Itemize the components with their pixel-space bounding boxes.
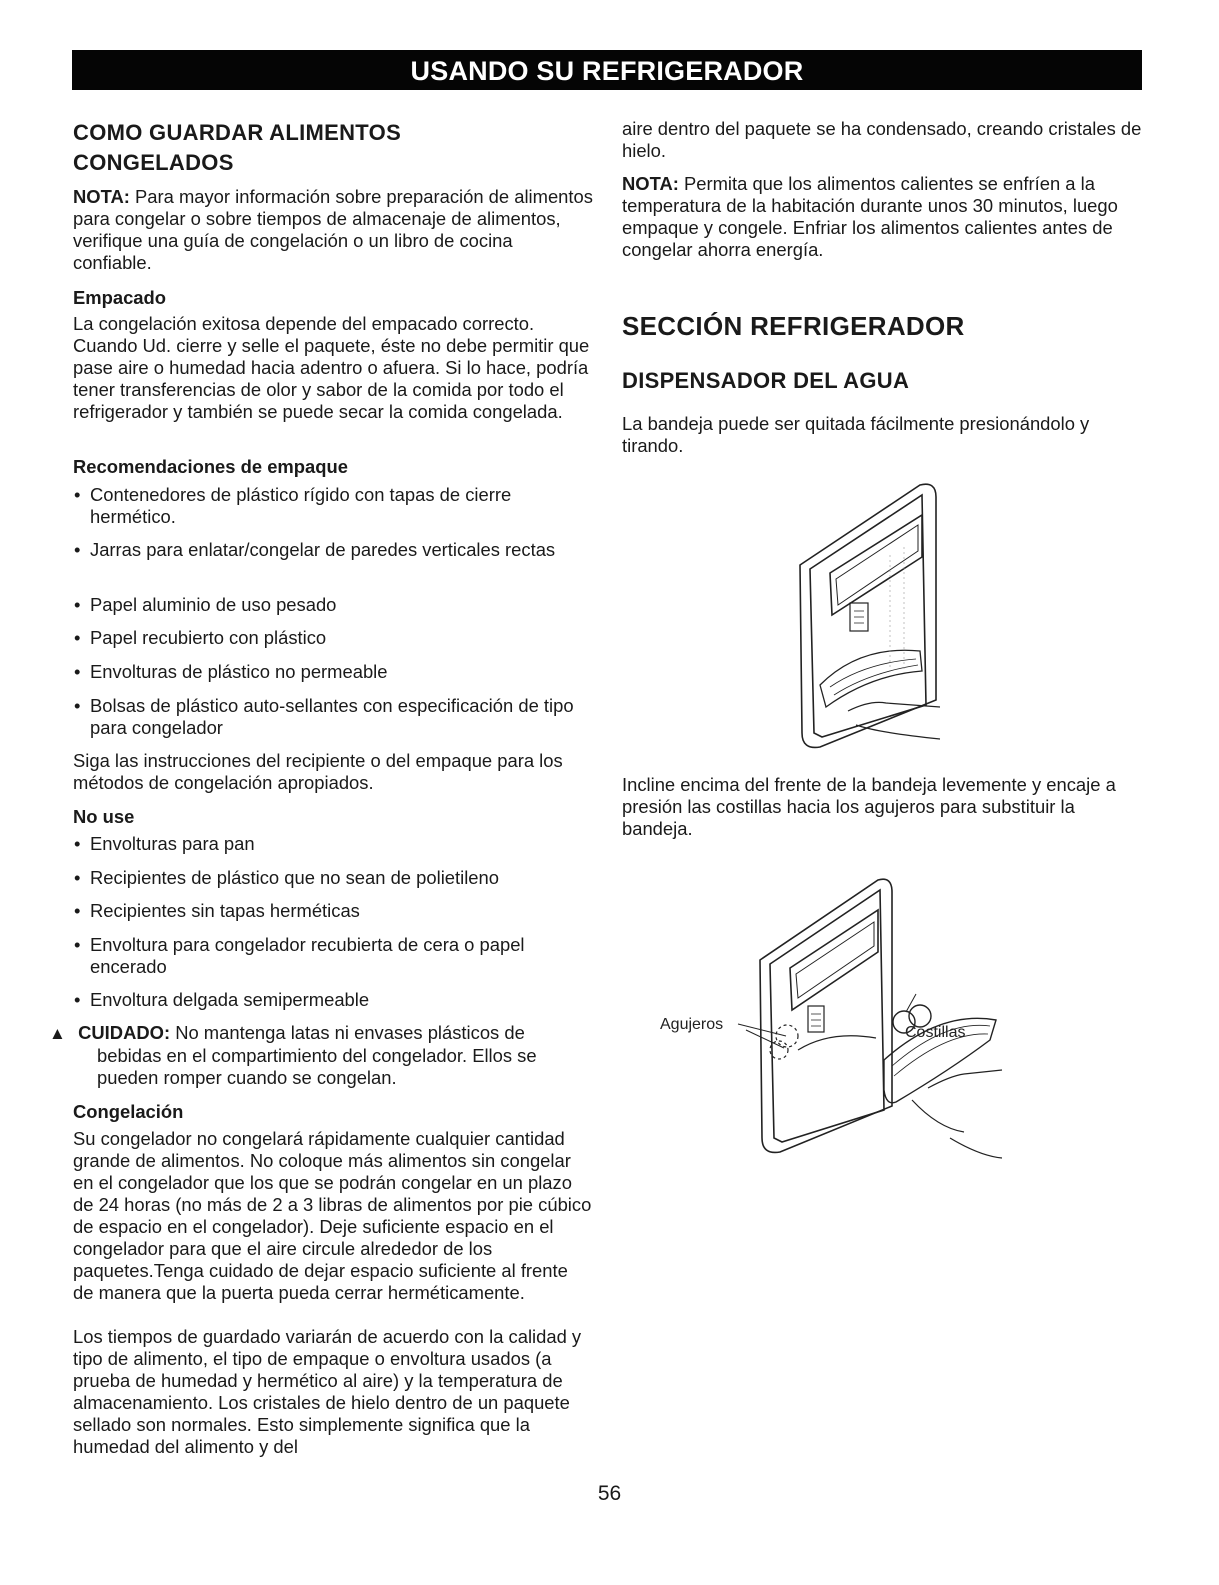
list-item: • Recipientes de plástico que no sean de polietileno <box>73 867 593 889</box>
refrigerator-section-title: SECCIÓN REFRIGERADOR <box>622 311 965 341</box>
note-text: Para mayor información sobre preparación de alimentos para congelar o sobre tiempos de almacenaje de alimentos, verifique una guía de congelación o un libro de cocina confiable. <box>73 186 593 273</box>
empacado-heading: Empacado <box>73 287 167 308</box>
no-use-heading: No use <box>73 806 135 827</box>
continued-paragraph: aire dentro del paquete se ha condensado, creando cristales de hielo. <box>622 118 1142 161</box>
recommendations-list <box>73 627 593 649</box>
note-text: Permita que los alimentos calientes se enfríen a la temperatura de la habitación durante unos 30 minutos, luego empaque y congele. Enfriar los alimentos calientes antes de congelar ahorra energía. <box>622 173 1118 260</box>
list-item: • Contenedores de plástico rígido con tapas de cierre hermético. <box>73 484 593 528</box>
recommendations-list <box>73 661 593 683</box>
empacado-paragraph: La congelación exitosa depende del empacado correcto. Cuando Ud. cierre y selle el paquete, éste no debe permitir que pase aire o humedad hacia adentro o afuera. Si lo hace, podría tener transferencias de olor y sabor de la comida por todo el refrigerador y también se puede secar la comida congelada. <box>73 313 590 422</box>
tray-replace-paragraph: Incline encima del frente de la bandeja levemente y encaje a presión las costillas hacia los agujeros para substituir la bandeja. <box>622 774 1116 839</box>
dispenser-removal-illustration <box>790 475 950 755</box>
recommendations-list <box>73 695 593 739</box>
water-dispenser-title: DISPENSADOR DEL AGUA <box>622 368 910 393</box>
congelacion-paragraph-1: Su congelador no congelará rápidamente cualquier cantidad grande de alimentos. No coloque más alimentos sin congelar en el congelador que los que se podrán congelar en un plazo de 24 horas (no más de 2 a 3 libras de alimentos por pie cúbico de espacio en el congelador). Deje suficiente espacio en el congelador para que el aire circule alrededor de los paquetes.Tenga cuidado de dejar espacio suficiente al frente de manera que la puerta pueda cerrar herméticamente. <box>73 1128 592 1303</box>
list-item: • Envoltura para congelador recubierta de cera o papel encerado <box>73 934 593 978</box>
page-number: 56 <box>597 1482 622 1505</box>
no-use-list <box>73 934 593 978</box>
recommendations-list <box>73 484 593 528</box>
section-banner: USANDO SU REFRIGERADOR <box>72 50 1142 90</box>
recommendations-list <box>73 594 593 616</box>
no-use-list <box>73 900 593 922</box>
list-item: • Envoltura delgada semipermeable <box>73 989 593 1011</box>
tray-removal-paragraph: La bandeja puede ser quitada fácilmente presionándolo y tirando. <box>622 413 1090 456</box>
caution-text: No mantenga latas ni envases plásticos de bebidas en el compartimiento del congelador. Ellos se pueden romper cuando se congelan. <box>97 1022 537 1088</box>
recommendations-list <box>73 539 593 561</box>
follow-instructions-paragraph: Siga las instrucciones del recipiente o del empaque para los métodos de congelación apropiados. <box>73 750 563 793</box>
note-paragraph-2 <box>622 173 1142 261</box>
list-item: • Bolsas de plástico auto-sellantes con especificación de tipo para congelador <box>73 695 593 739</box>
congelacion-heading: Congelación <box>73 1101 184 1122</box>
holes-label: Agujeros <box>660 1016 724 1033</box>
ribs-label: Costillas <box>905 1024 966 1041</box>
dispenser-replace-illustration <box>650 870 1010 1170</box>
no-use-list <box>73 989 593 1011</box>
list-item: • Envolturas de plástico no permeable <box>73 661 593 683</box>
title-line-1: COMO GUARDAR ALIMENTOS <box>73 120 402 145</box>
congelacion-paragraph-2: Los tiempos de guardado variarán de acuerdo con la calidad y tipo de alimento, el tipo de empaque o envoltura usados (a prueba de humedad y hermético al aire) y la temperatura de almacenamiento. Los cristales de hielo dentro de un paquete sellado son normales. Esto simplemente significa que la humedad del alimento y del <box>73 1326 582 1457</box>
list-item: • Envolturas para pan <box>73 833 593 855</box>
freezer-storage-title <box>73 118 593 178</box>
note-paragraph-1 <box>73 186 593 274</box>
note-label: NOTA: <box>622 173 679 194</box>
no-use-list <box>73 833 593 855</box>
list-item: • Recipientes sin tapas herméticas <box>73 900 593 922</box>
note-label: NOTA: <box>73 186 130 207</box>
recomendaciones-heading: Recomendaciones de empaque <box>73 456 348 477</box>
list-item: • Papel aluminio de uso pesado <box>73 594 593 616</box>
caution-label: CUIDADO: <box>78 1022 171 1043</box>
list-item: • Jarras para enlatar/congelar de paredes verticales rectas <box>73 539 593 561</box>
list-item: • Papel recubierto con plástico <box>73 627 593 649</box>
title-line-2: CONGELADOS <box>73 150 234 175</box>
no-use-list <box>73 867 593 889</box>
caution-paragraph: ▲ CUIDADO: No mantenga latas ni envases plásticos de bebidas en el compartimiento del congelador. Ellos se pueden romper cuando se congelan. <box>49 1022 537 1088</box>
